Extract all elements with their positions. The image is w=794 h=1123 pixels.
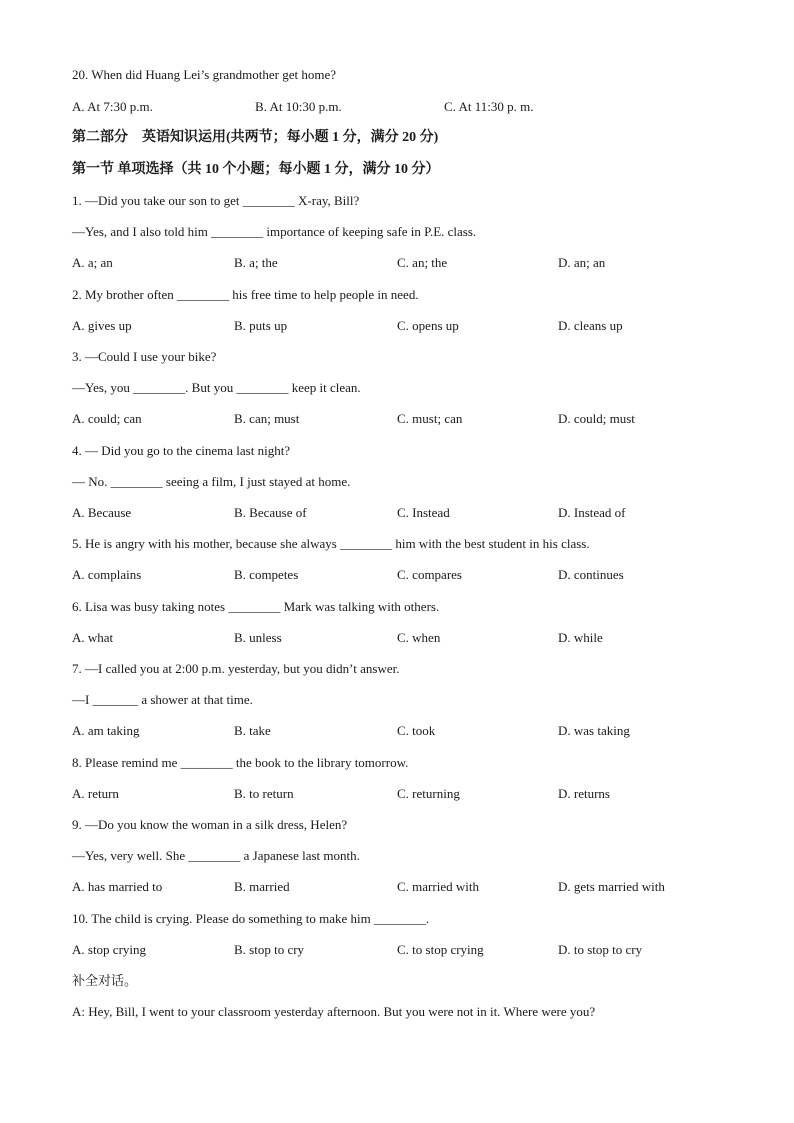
question-2-line-1: 2. My brother often ________ his free time to help people in need. <box>72 287 419 302</box>
question-4-options <box>0 505 794 521</box>
question-6-line-1: 6. Lisa was busy taking notes ________ Mark was talking with others. <box>72 599 440 614</box>
option-d: D. while <box>558 630 603 645</box>
question-9-options <box>0 879 794 895</box>
question-8-line-1: 8. Please remind me ________ the book to the library tomorrow. <box>72 755 409 770</box>
question-3-line-2: —Yes, you ________. But you ________ keep it clean. <box>72 380 361 395</box>
option-c: C. must; can <box>397 411 463 426</box>
question-9-line-2: —Yes, very well. She ________ a Japanese last month. <box>72 848 360 863</box>
option-c: C. Instead <box>397 505 450 520</box>
question-9-line-1: 9. —Do you know the woman in a silk dress, Helen? <box>72 817 348 832</box>
question-2-options <box>0 318 794 334</box>
option-a: A. return <box>72 786 119 801</box>
option-b: B. stop to cry <box>234 942 305 957</box>
question-4-line-1: 4. — Did you go to the cinema last night? <box>72 443 291 458</box>
question-7-line-1: 7. —I called you at 2:00 p.m. yesterday, but you didn’t answer. <box>72 661 400 676</box>
question-8-options <box>0 786 794 802</box>
dialogue-line-a: A: Hey, Bill, I went to your classroom yesterday afternoon. But you were not in it. Where were you? <box>72 1004 596 1019</box>
option-c: C. took <box>397 723 436 738</box>
option-d: D. to stop to cry <box>558 942 643 957</box>
option-c: C. an; the <box>397 255 448 270</box>
question-5-options <box>0 567 794 583</box>
question-3-line-1: 3. —Could I use your bike? <box>72 349 217 364</box>
option-a: A. At 7:30 p.m. <box>72 99 153 114</box>
question-4-line-2: — No. ________ seeing a film, I just stayed at home. <box>72 474 351 489</box>
question-7-options <box>0 723 794 739</box>
option-a: A. what <box>72 630 114 645</box>
question-7-line-2: —I _______ a shower at that time. <box>72 692 253 707</box>
option-d: D. Instead of <box>558 505 626 520</box>
option-c: C. opens up <box>397 318 459 333</box>
option-b: B. unless <box>234 630 282 645</box>
option-b: B. a; the <box>234 255 278 270</box>
question-6-options <box>0 630 794 646</box>
option-d: D. an; an <box>558 255 606 270</box>
option-c: C. compares <box>397 567 462 582</box>
option-c: C. to stop crying <box>397 942 484 957</box>
option-a: A. a; an <box>72 255 113 270</box>
option-b: B. Because of <box>234 505 307 520</box>
option-c: C. when <box>397 630 441 645</box>
option-b: B. puts up <box>234 318 288 333</box>
question-10-line-1: 10. The child is crying. Please do something to make him ________. <box>72 911 430 926</box>
option-d: D. cleans up <box>558 318 623 333</box>
option-d: D. could; must <box>558 411 635 426</box>
option-a: A. stop crying <box>72 942 147 957</box>
dialogue-title: 补全对话。 <box>72 973 138 988</box>
question-1-options <box>0 255 794 271</box>
option-b: B. can; must <box>234 411 300 426</box>
part2-title: 第二部分 英语知识运用(共两节；每小题 1 分，满分 20 分) <box>72 130 439 145</box>
option-c: C. returning <box>397 786 460 801</box>
option-a: A. am taking <box>72 723 140 738</box>
option-d: D. was taking <box>558 723 630 738</box>
option-b: B. At 10:30 p.m. <box>255 99 342 114</box>
question-20-stem: 20. When did Huang Lei’s grandmother get home? <box>72 67 337 82</box>
option-d: D. returns <box>558 786 610 801</box>
option-b: B. competes <box>234 567 299 582</box>
section1-title: 第一节 单项选择（共 10 个小题；每小题 1 分，满分 10 分） <box>72 162 440 177</box>
option-a: A. gives up <box>72 318 132 333</box>
option-b: B. take <box>234 723 271 738</box>
option-a: A. could; can <box>72 411 142 426</box>
question-5-line-1: 5. He is angry with his mother, because she always ________ him with the best student in his class. <box>72 536 590 551</box>
option-a: A. has married to <box>72 879 163 894</box>
option-a: A. complains <box>72 567 142 582</box>
question-1-line-1: 1. —Did you take our son to get ________ X-ray, Bill? <box>72 193 360 208</box>
option-d: D. gets married with <box>558 879 665 894</box>
option-d: D. continues <box>558 567 624 582</box>
option-b: B. to return <box>234 786 294 801</box>
question-1-line-2: —Yes, and I also told him ________ importance of keeping safe in P.E. class. <box>72 224 477 239</box>
option-c: C. married with <box>397 879 479 894</box>
question-3-options <box>0 411 794 427</box>
option-b: B. married <box>234 879 290 894</box>
question-10-options <box>0 942 794 958</box>
option-a: A. Because <box>72 505 132 520</box>
option-c: C. At 11:30 p. m. <box>444 99 534 114</box>
question-20-options <box>0 99 794 115</box>
